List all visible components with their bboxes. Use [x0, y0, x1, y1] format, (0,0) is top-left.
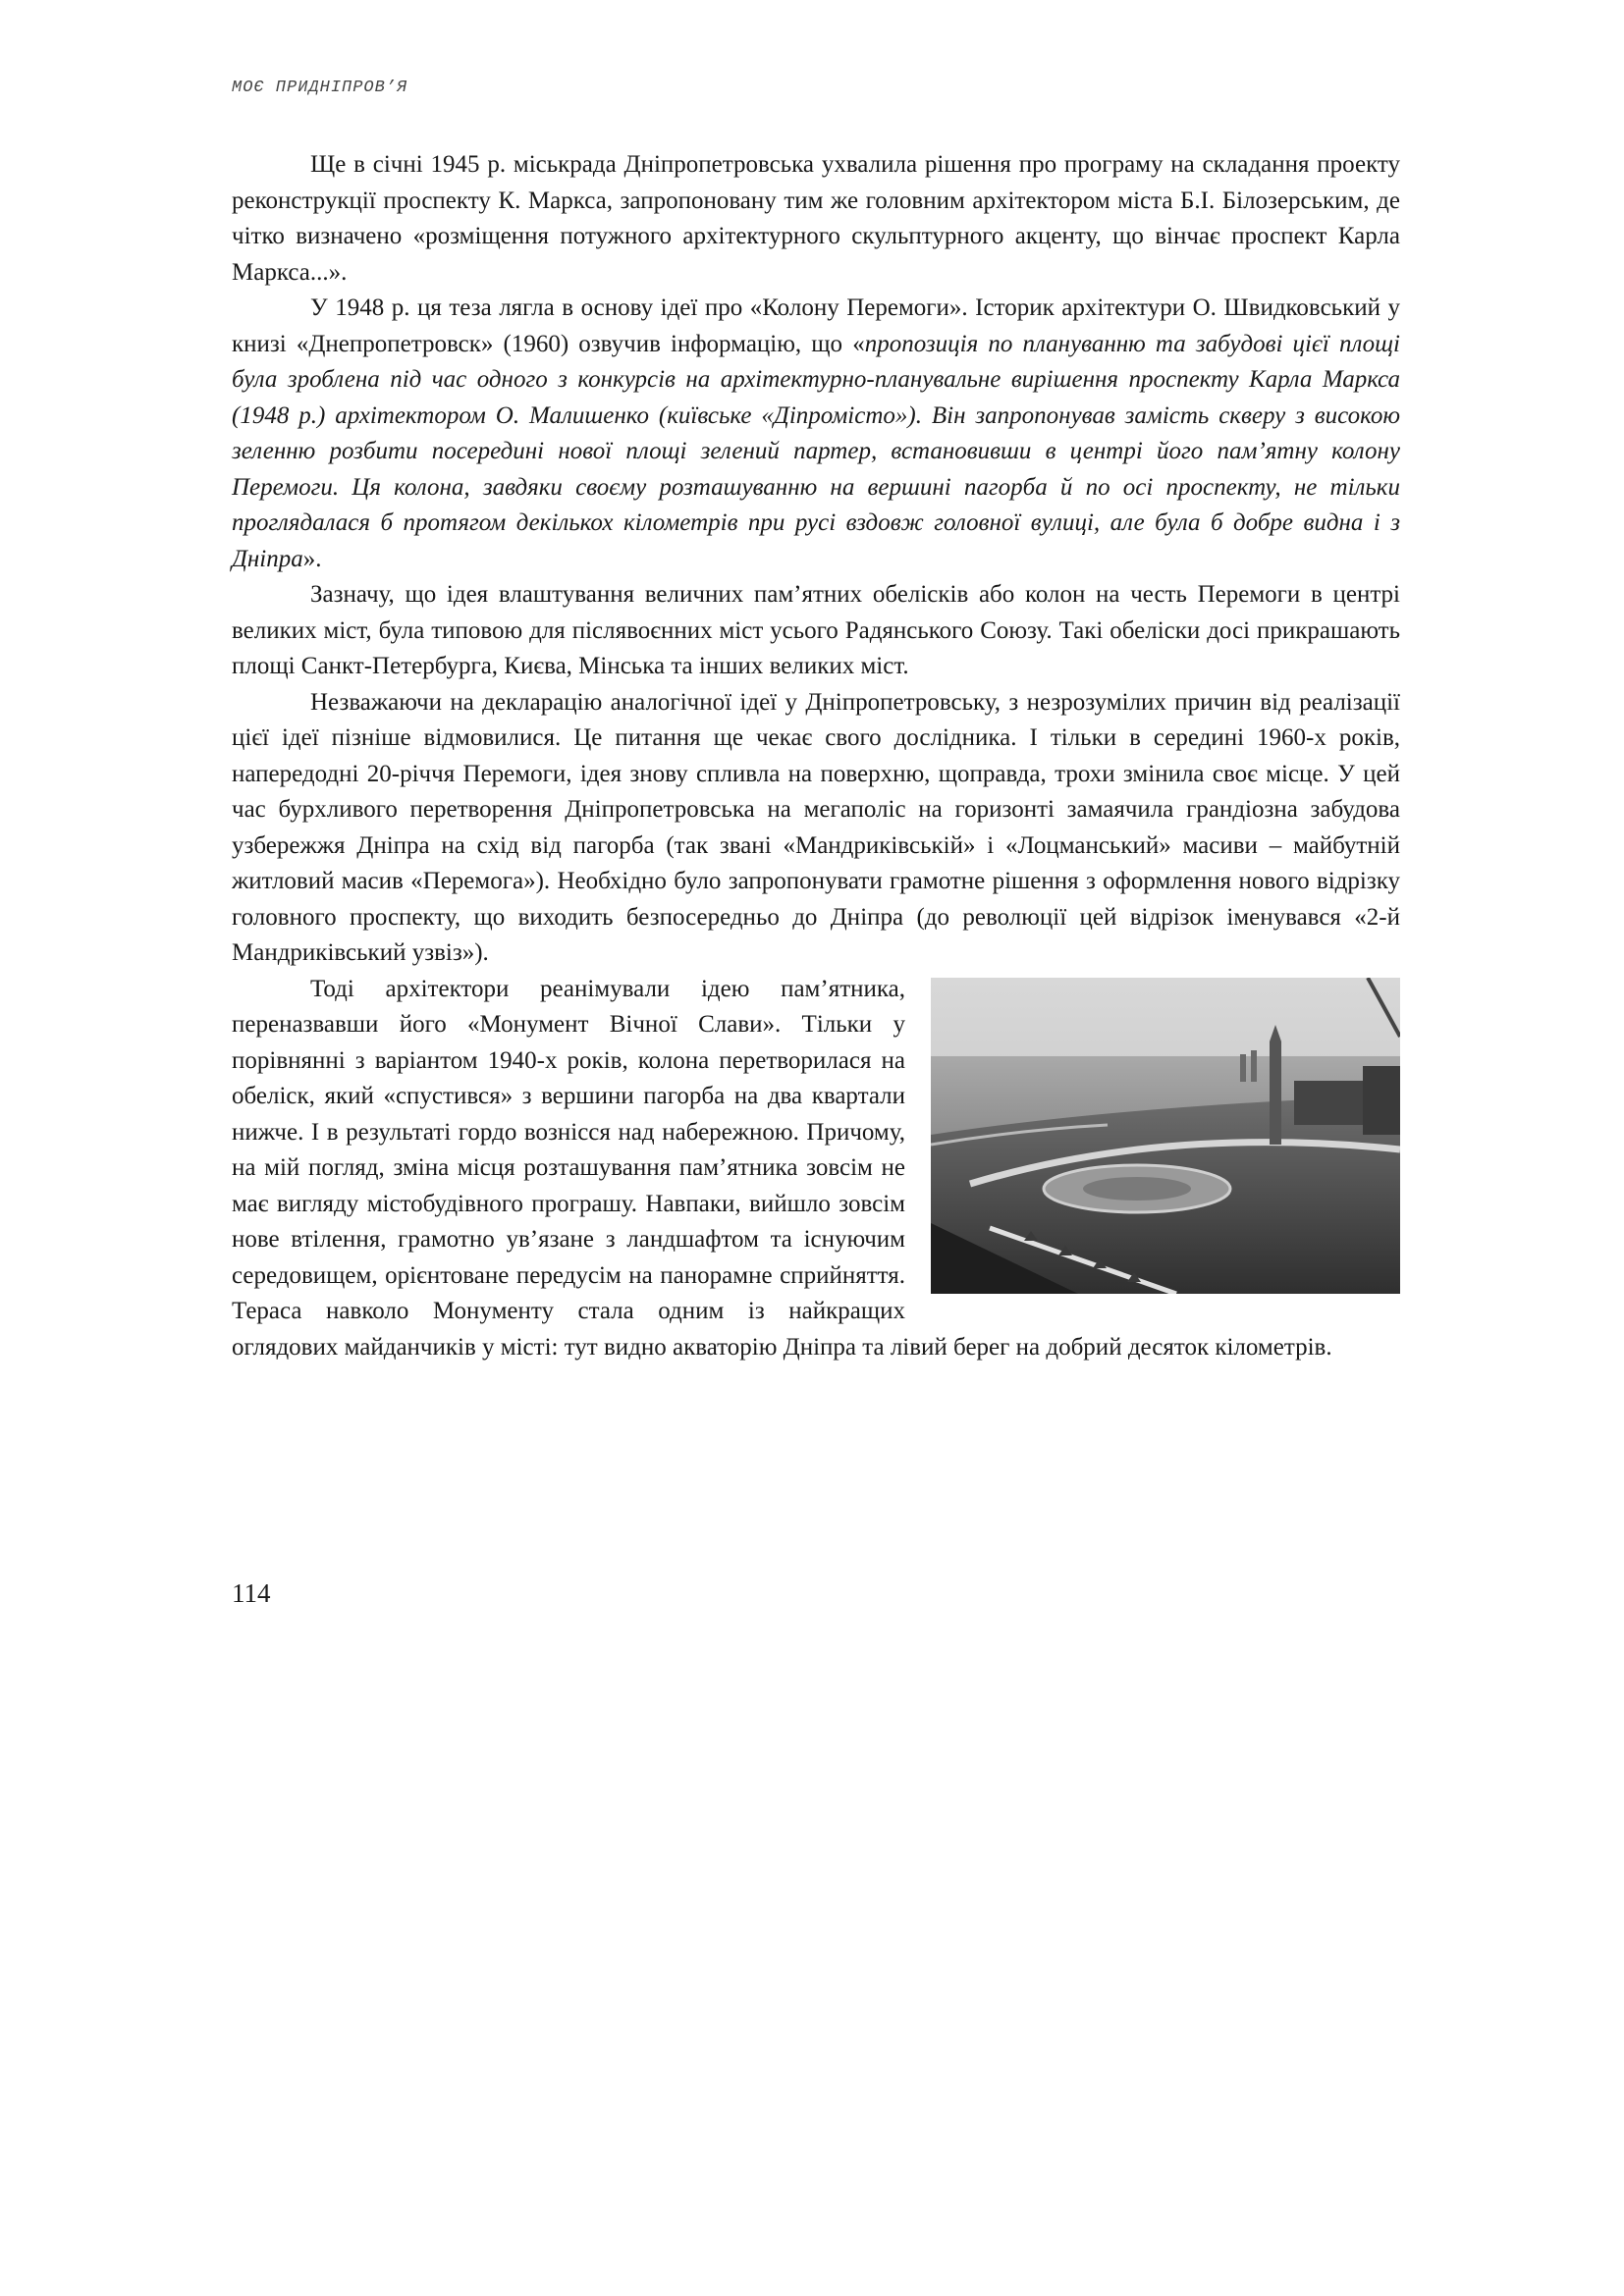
paragraph-3: Зазначу, що ідея влаштування величних пам’ятних обелісків або колон на честь Перемоги в центрі великих міст, була типовою для післявоєнних міст усього Радянського Союзу. Такі обеліски досі прикрашають площі Санкт-Петербурга, Києва, Мінська та інших великих міст. — [232, 581, 1400, 679]
paragraph-2-lead: У 1948 р. ця теза лягла в основу ідеї про «Колону Перемоги». Історик архітектури О. Швидковський у книзі «Днепропетровск» (1960) озвучив інформацію, що « — [232, 294, 1400, 357]
page-number: 114 — [232, 1578, 271, 1608]
embankment-photo-graphic — [931, 978, 1400, 1294]
paragraph-1: Ще в січні 1945 р. міськрада Дніпропетровська ухвалила рішення про програму на складання проекту реконструкції проспекту К. Маркса, запропоновану тим же головним архітектором міста Б.І. Білозерським, де чітко визначено «розміщення потужного архітектурного скульптурного акценту, що вінчає проспект Карла Маркса...». — [232, 151, 1400, 286]
paragraph-2 — [232, 291, 1400, 577]
monument-photo — [931, 978, 1400, 1294]
paragraph-2-quote: пропозиція по плануванню та забудові цієї площі була зроблена під час одного з конкурсів на архітектурно-планувальне вирішення проспекту Карла Маркса (1948 р.) архітектором О. Малишенко (київське «Діпромісто»). Він запропонував замість скверу з високою зеленню розбити посередині нової площі зелений партер, встановивши в центрі його пам’ятну колону Перемоги. Ця колона, завдяки своєму розташуванню на вершині пагорба й по осі проспекту, не тільки проглядалася б протягом декількох кілометрів при русі вздовж головної вулиці, але була б добре видна і з Дніпра — [232, 330, 1400, 572]
paragraph-5: Тоді архітектори реанімували ідею пам’ятника, переназвавши його «Монумент Вічної Слави». Тільки у порівнянні з варіантом 1940-х років, колона перетворилася на обеліск, який «спустився» з вершини пагорба на два квартали нижче. І в результаті гордо вознісся над набережною. Причому, на мій погляд, зміна місця розташування пам’ятника зовсім не має вигляду містобудівного програшу. Навпаки, вийшло зовсім нове втілення, грамотно ув’язане з ландшафтом та існуючим середовищем, орієнтоване передусім на панорамне сприйняття. Тераса навколо Монументу стала одним із найкращих оглядових майданчиків у місті: тут видно акваторію Дніпра та лівий берег на добрий десяток кілометрів. — [232, 975, 1332, 1361]
paragraph-2-tail: ». — [302, 545, 322, 572]
paragraph-4: Незважаючи на декларацію аналогічної ідеї у Дніпропетровську, з незрозумілих причин від реалізації цієї ідеї пізніше відмовилися. Це питання ще чекає свого дослідника. І тільки в середині 1960-х років, напередодні 20-річчя Перемоги, ідея знову спливла на поверхню, щоправда, трохи змінила своє місце. У цей час бурхливого перетворення Дніпропетровська на мегаполіс на горизонті замаячила грандіозна забудова узбережжя Дніпра на схід від пагорба (так звані «Мандриківській» і «Лоцманський» масиви – майбутній житловий масив «Перемога»). Необхідно було запропонувати грамотне рішення з оформлення нового відрізку головного проспекту, що виходить безпосередньо до Дніпра (до революції цей відрізок іменувався «2-й Мандриківський узвіз»). — [232, 688, 1400, 966]
running-header: МОЄ ПРИДНІПРОВ’Я — [232, 79, 408, 97]
body-text — [232, 147, 1400, 1365]
